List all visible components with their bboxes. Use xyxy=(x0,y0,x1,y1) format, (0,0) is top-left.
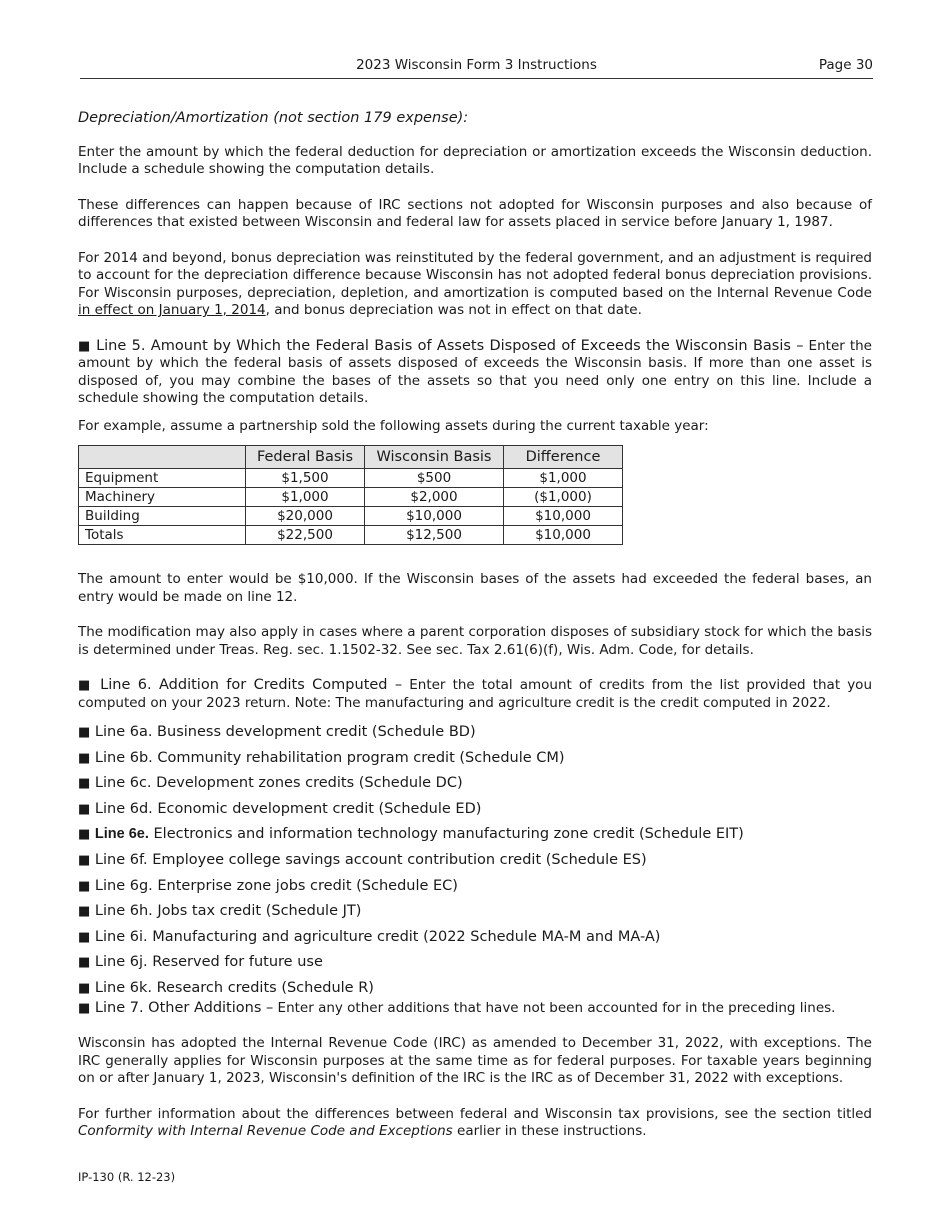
bullet-square-icon: ■ xyxy=(78,678,94,693)
difference-value: $1,000 xyxy=(504,469,623,488)
line-description: Research credits (Schedule R) xyxy=(151,979,374,996)
depreciation-paragraph-1: Enter the amount by which the federal deduction for depreciation or amortization exceeds the Wisconsin deduction. Include a schedule showing the computation details. xyxy=(78,143,872,177)
table-header-federal-basis: Federal Basis xyxy=(246,446,365,469)
bullet-square-icon: ■ xyxy=(78,1000,91,1016)
line-description: Jobs tax credit (Schedule JT) xyxy=(152,903,362,920)
line-description: Business development credit (Schedule BD) xyxy=(152,724,476,740)
line7-heading: Line 7. Other Additions – xyxy=(94,999,274,1016)
table-row xyxy=(79,507,623,526)
line-description: Employee college savings account contribution credit (Schedule ES) xyxy=(147,851,647,868)
line-label: Line 6f. xyxy=(94,851,148,868)
difference-value: $10,000 xyxy=(504,507,623,526)
table-header-difference: Difference xyxy=(504,446,623,469)
line-label: Line 6a. xyxy=(94,724,153,740)
list-item xyxy=(78,927,872,953)
line5-example: For example, assume a partnership sold the following assets during the current taxable year: xyxy=(78,417,709,434)
bullet-square-icon: ■ xyxy=(78,827,91,843)
line6-heading: Line 6. Addition for Credits Computed – xyxy=(100,677,403,693)
assets-table xyxy=(78,445,623,545)
list-item xyxy=(78,722,872,748)
table-row xyxy=(79,488,623,507)
line6-text: Enter the total amount of credits from the list provided that you computed on your 2023 return. Note: The manufacturing and agriculture credit is the credit computed in 2022. xyxy=(78,677,873,711)
bullet-square-icon: ■ xyxy=(78,980,91,996)
asset-name: Equipment xyxy=(79,469,246,488)
page-content xyxy=(78,110,872,1141)
bullet-square-icon: ■ xyxy=(78,801,91,817)
table-row-totals xyxy=(79,526,623,545)
line-label: Line 6j. xyxy=(94,954,148,971)
list-item xyxy=(78,773,872,799)
bullet-square-icon: ■ xyxy=(78,878,91,894)
line-label: Line 6e. xyxy=(94,826,149,843)
line-description: Manufacturing and agriculture credit (2022 Schedule MA-M and MA-A) xyxy=(147,928,661,945)
closing-paragraph-2 xyxy=(78,1106,872,1141)
section-title: Depreciation/Amortization (not section 179 expense): xyxy=(78,110,469,126)
line-label: Line 6d. xyxy=(94,800,153,817)
line5-heading: Line 5. Amount by Which the Federal Basis of Assets Disposed of Exceeds the Wisconsin Basis – xyxy=(96,337,804,354)
list-item xyxy=(78,799,872,825)
closing-text-a: For further information about the differences between federal and Wisconsin tax provisions, see the section titled xyxy=(78,1105,872,1122)
table-row xyxy=(79,469,623,488)
after-table-paragraph-1: The amount to enter would be $10,000. If the Wisconsin bases of the assets had exceeded the federal bases, an entry would be made on line 12. xyxy=(78,571,872,605)
federal-basis-value: $22,500 xyxy=(246,526,365,545)
p3-text-b: , and bonus depreciation was not in effect on that date. xyxy=(265,302,642,318)
asset-name: Machinery xyxy=(79,488,246,507)
bullet-square-icon: ■ xyxy=(78,750,91,766)
line-label: Line 6k. xyxy=(94,979,152,996)
list-item xyxy=(78,901,872,927)
after-table-paragraph-2: The modification may also apply in cases where a parent corporation disposes of subsidiary stock for which the basis is determined under Treas. Reg. sec. 1.1502-32. See sec. Tax 2.61(6)(f), Wis. Adm. Code, for details. xyxy=(78,624,872,658)
line-description: Reserved for future use xyxy=(147,954,323,971)
asset-name: Building xyxy=(79,507,246,526)
table-header-wisconsin-basis: Wisconsin Basis xyxy=(365,446,504,469)
line-label: Line 6g. xyxy=(94,877,153,894)
bullet-square-icon: ■ xyxy=(78,929,91,945)
page-number: Page 30 xyxy=(818,57,873,73)
bullet-square-icon: ■ xyxy=(78,725,91,740)
line-label: Line 6h. xyxy=(94,903,153,920)
line-description: Economic development credit (Schedule ED) xyxy=(152,800,482,817)
list-item xyxy=(78,824,872,850)
p3-text-a: For 2014 and beyond, bonus depreciation was reinstituted by the federal government, and an adjustment is required to account for the depreciation difference because Wisconsin has not adopted federal bonus depreciation provisions. For Wisconsin purposes, depreciation, depletion, and amortization is computed based on the Internal Revenue Code xyxy=(78,249,872,301)
wisconsin-basis-value: $10,000 xyxy=(365,507,504,526)
wisconsin-basis-value: $500 xyxy=(365,469,504,488)
list-item xyxy=(78,876,872,902)
line-label: Line 6b. xyxy=(94,749,153,766)
federal-basis-value: $20,000 xyxy=(246,507,365,526)
closing-text-b: earlier in these instructions. xyxy=(452,1123,647,1140)
list-item xyxy=(78,850,872,876)
depreciation-paragraph-3 xyxy=(78,250,872,320)
bullet-square-icon: ■ xyxy=(78,904,91,920)
line-label: Line 6c. xyxy=(94,775,152,792)
bullet-square-icon: ■ xyxy=(78,955,91,971)
federal-basis-value: $1,000 xyxy=(246,488,365,507)
closing-italic-reference: Conformity with Internal Revenue Code and Exceptions xyxy=(78,1123,453,1140)
p3-underlined-text: in effect on January 1, 2014 xyxy=(78,302,266,318)
depreciation-paragraph-2: These differences can happen because of IRC sections not adopted for Wisconsin purposes and also because of differences that existed between Wisconsin and federal law for assets placed in service before January 1, 1987. xyxy=(78,196,872,230)
line-label: Line 6i. xyxy=(94,928,148,945)
table-header-blank xyxy=(79,446,246,469)
wisconsin-basis-value: $12,500 xyxy=(365,526,504,545)
line-description: Electronics and information technology manufacturing zone credit (Schedule EIT) xyxy=(148,826,744,843)
line7-paragraph xyxy=(78,1000,872,1018)
form-footer-code: IP-130 (R. 12-23) xyxy=(78,1170,176,1184)
line-description: Development zones credits (Schedule DC) xyxy=(151,775,463,792)
line5-paragraph xyxy=(78,338,872,408)
difference-value: $10,000 xyxy=(504,526,623,545)
line-description: Community rehabilitation program credit (Schedule CM) xyxy=(152,749,565,766)
bullet-square-icon: ■ xyxy=(78,338,92,354)
credit-lines-list xyxy=(78,722,872,1004)
document-title: 2023 Wisconsin Form 3 Instructions xyxy=(356,57,597,73)
difference-value: ($1,000) xyxy=(504,488,623,507)
bullet-square-icon: ■ xyxy=(78,852,91,868)
line6-paragraph xyxy=(78,677,872,712)
page-header xyxy=(80,56,873,79)
closing-paragraph-1: Wisconsin has adopted the Internal Revenue Code (IRC) as amended to December 31, 2022, with exceptions. The IRC generally applies for Wisconsin purposes at the same time as for federal purposes. For taxable years beginning on or after January 1, 2023, Wisconsin's definition of the IRC is the IRC as of December 31, 2022 with exceptions. xyxy=(78,1035,872,1087)
table-header-row xyxy=(79,446,623,469)
line5-text: Enter the amount by which the federal basis of assets disposed of exceeds the Wisconsin basis. If more than one asset is disposed of, you may combine the bases of the assets so that you need only one entry on this line. Include a schedule showing the computation details. xyxy=(78,337,872,406)
bullet-square-icon: ■ xyxy=(78,776,91,792)
line-description: Enterprise zone jobs credit (Schedule EC) xyxy=(152,877,458,894)
asset-name: Totals xyxy=(79,526,246,545)
wisconsin-basis-value: $2,000 xyxy=(365,488,504,507)
list-item xyxy=(78,952,872,978)
list-item xyxy=(78,748,872,774)
federal-basis-value: $1,500 xyxy=(246,469,365,488)
line7-text: Enter any other additions that have not been accounted for in the preceding lines. xyxy=(273,999,836,1016)
